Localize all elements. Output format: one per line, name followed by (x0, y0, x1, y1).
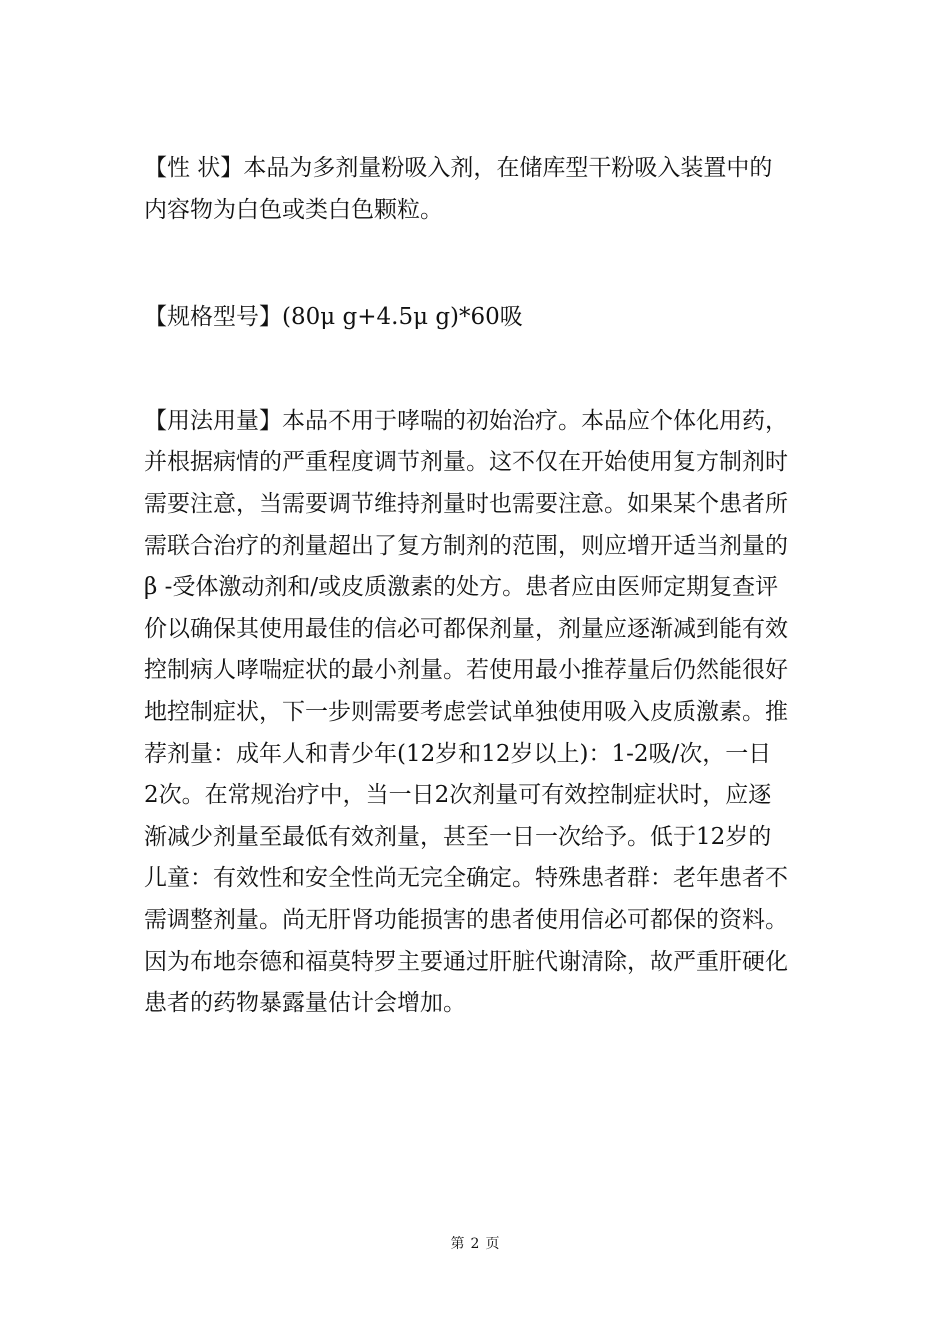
page-footer (0, 1234, 950, 1254)
dosage-label: 【用法用量】 (144, 407, 282, 434)
page-number: 2 (470, 1236, 480, 1252)
specification-text: (80μ g+4.5μ g)*60吸 (282, 304, 523, 331)
description-text: 本品为多剂量粉吸入剂，在储库型干粉吸入装置中的 内容物为白色或类白色颗粒。 (144, 155, 773, 223)
dosage-text: 本品不用于哮喘的初始治疗。本品应个体化用药， 并根据病情的严重程度调节剂量。这不仅在开始使用复方制剂时 需要注意，当需要调节维持剂量时也需要注意。如果某个患者所 需联合治疗的剂量超出了复方制剂的范围，则应增开适当剂量的 β -受体激动剂和/或皮质激素的处方。患者应由医师定期复查评 价以确保其使用最佳的信必可都保剂量，剂量应逐渐减到能有效 控制病人哮喘症状的最小剂量。若使用最小推荐量后仍然能很好 地控制症状，下一步则需要考虑尝试单独使用吸入皮质激素。推 荐剂量：成年人和青少年(12岁和12岁以上)：1-2吸/次，一日 2次。在常规治疗中，当一日2次剂量可有效控制症状时，应逐 渐减少剂量至最低有效剂量，甚至一日一次给予。低于12岁的 儿童：有效性和安全性尚无完全确定。特殊患者群：老年患者不 需调整剂量。尚无肝肾功能损害的患者使用信必可都保的资料。 因为布地奈德和福莫特罗主要通过肝脏代谢清除，故严重肝硬化 患者的药物暴露量估计会增加。 (144, 407, 788, 1017)
footer-suffix: 页 (485, 1236, 500, 1252)
specification-paragraph (144, 297, 814, 339)
footer-prefix: 第 (450, 1236, 465, 1252)
description-label: 【性 状】 (144, 155, 244, 181)
dosage-paragraph (144, 401, 814, 1025)
description-paragraph (144, 148, 814, 231)
specification-label: 【规格型号】 (144, 304, 282, 331)
document-body (144, 148, 814, 1025)
